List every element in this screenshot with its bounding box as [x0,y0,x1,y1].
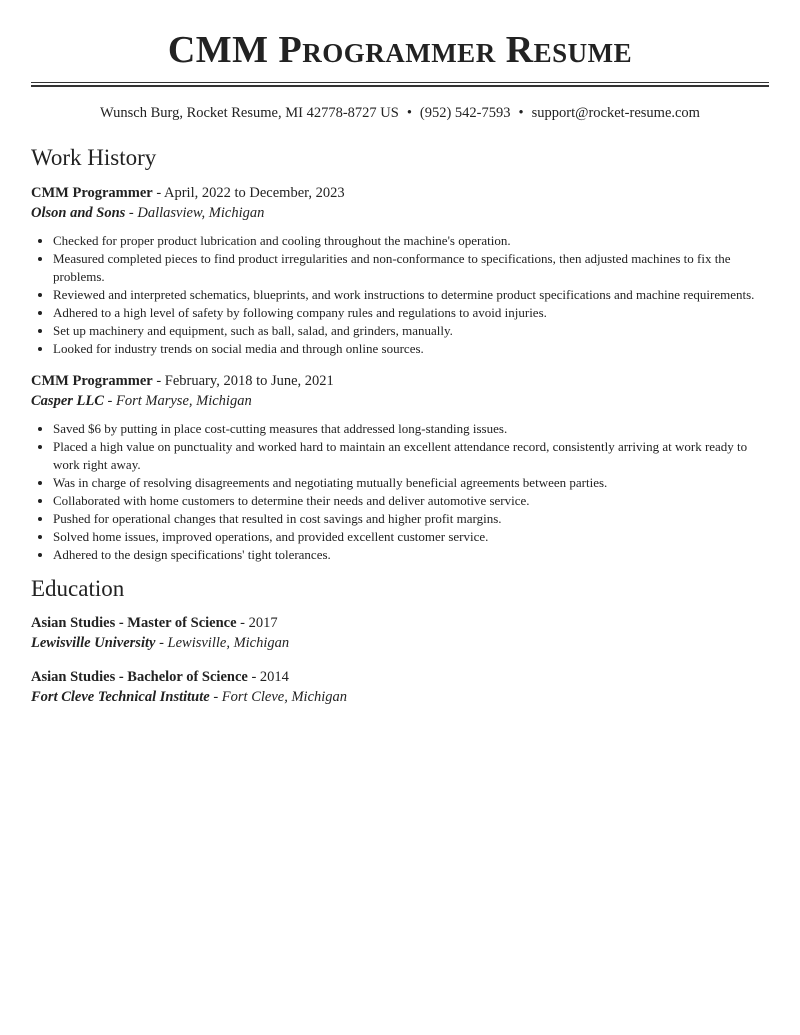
job-entry [31,183,769,358]
job-bullet: • Set up machinery and equipment, such as ball, salad, and grinders, manually. [53,322,769,340]
job-company: Olson and Sons [31,205,126,221]
job-bullet: • Pushed for operational changes that resulted in cost savings and higher profit margins. [53,510,769,528]
education-degree: Asian Studies - Bachelor of Science [31,669,248,685]
title-divider [31,82,769,87]
education-degree-line [31,667,769,687]
education-heading: Education [31,576,125,601]
education-school-line [31,687,769,707]
resume-title: CMM Programmer Resume [167,29,633,71]
job-role: CMM Programmer [31,373,153,389]
job-dates: - April, 2022 to December, 2023 [152,185,345,201]
work-history-heading: Work History [31,145,157,170]
job-bullet: • Measured completed pieces to find product irregularities and non-conformance to specifications, then adjusted machines to fix the problems. [53,250,769,286]
job-title-line [31,183,769,203]
job-company-line [31,203,769,223]
education-year: - 2014 [247,669,289,685]
contact-separator: • [518,105,524,121]
job-company: Casper LLC [31,393,104,409]
job-bullet: • Collaborated with home customers to determine their needs and deliver automotive service. [53,492,769,510]
job-bullet: • Placed a high value on punctuality and worked hard to maintain an excellent attendance record, consistently arriving at work ready to work right away. [53,438,769,474]
education-year: - 2017 [236,615,278,631]
job-bullets [31,420,769,564]
job-bullet: • Adhered to a high level of safety by following company rules and regulations to avoid injuries. [53,304,769,322]
job-dates: - February, 2018 to June, 2021 [152,373,334,389]
job-bullets [31,232,769,358]
job-entry [31,371,769,564]
education-location: - Fort Cleve, Michigan [209,689,348,705]
job-bullet: • Saved $6 by putting in place cost-cutting measures that addressed long-standing issues. [53,420,769,438]
job-bullet: • Solved home issues, improved operations, and provided excellent customer service. [53,528,769,546]
contact-phone: (952) 542-7593 [419,105,511,121]
education-school: Lewisville University [31,635,156,651]
contact-email: support@rocket-resume.com [531,105,700,121]
job-bullet: • Was in charge of resolving disagreements and negotiating mutually beneficial agreements between parties. [53,474,769,492]
contact-line [31,104,769,122]
education-location: - Lewisville, Michigan [155,635,290,651]
job-location: - Dallasview, Michigan [125,205,265,221]
education-degree: Asian Studies - Master of Science [31,615,237,631]
education-school: Fort Cleve Technical Institute [31,689,210,705]
education-degree-line [31,613,769,633]
education-entry [31,667,769,707]
education-school-line [31,633,769,653]
job-bullet: • Adhered to the design specifications' tight tolerances. [53,546,769,564]
job-bullet: • Checked for proper product lubrication and cooling throughout the machine's operation. [53,232,769,250]
job-role: CMM Programmer [31,185,153,201]
contact-address: Wunsch Burg, Rocket Resume, MI 42778-8727 US [100,105,399,121]
education-entry [31,613,769,653]
job-bullet: • Reviewed and interpreted schematics, blueprints, and work instructions to determine product specifications and machine requirements. [53,286,769,304]
job-title-line [31,371,769,391]
contact-separator: • [406,105,412,121]
job-company-line [31,391,769,411]
job-location: - Fort Maryse, Michigan [103,393,252,409]
job-bullet: • Looked for industry trends on social media and through online sources. [53,340,769,358]
